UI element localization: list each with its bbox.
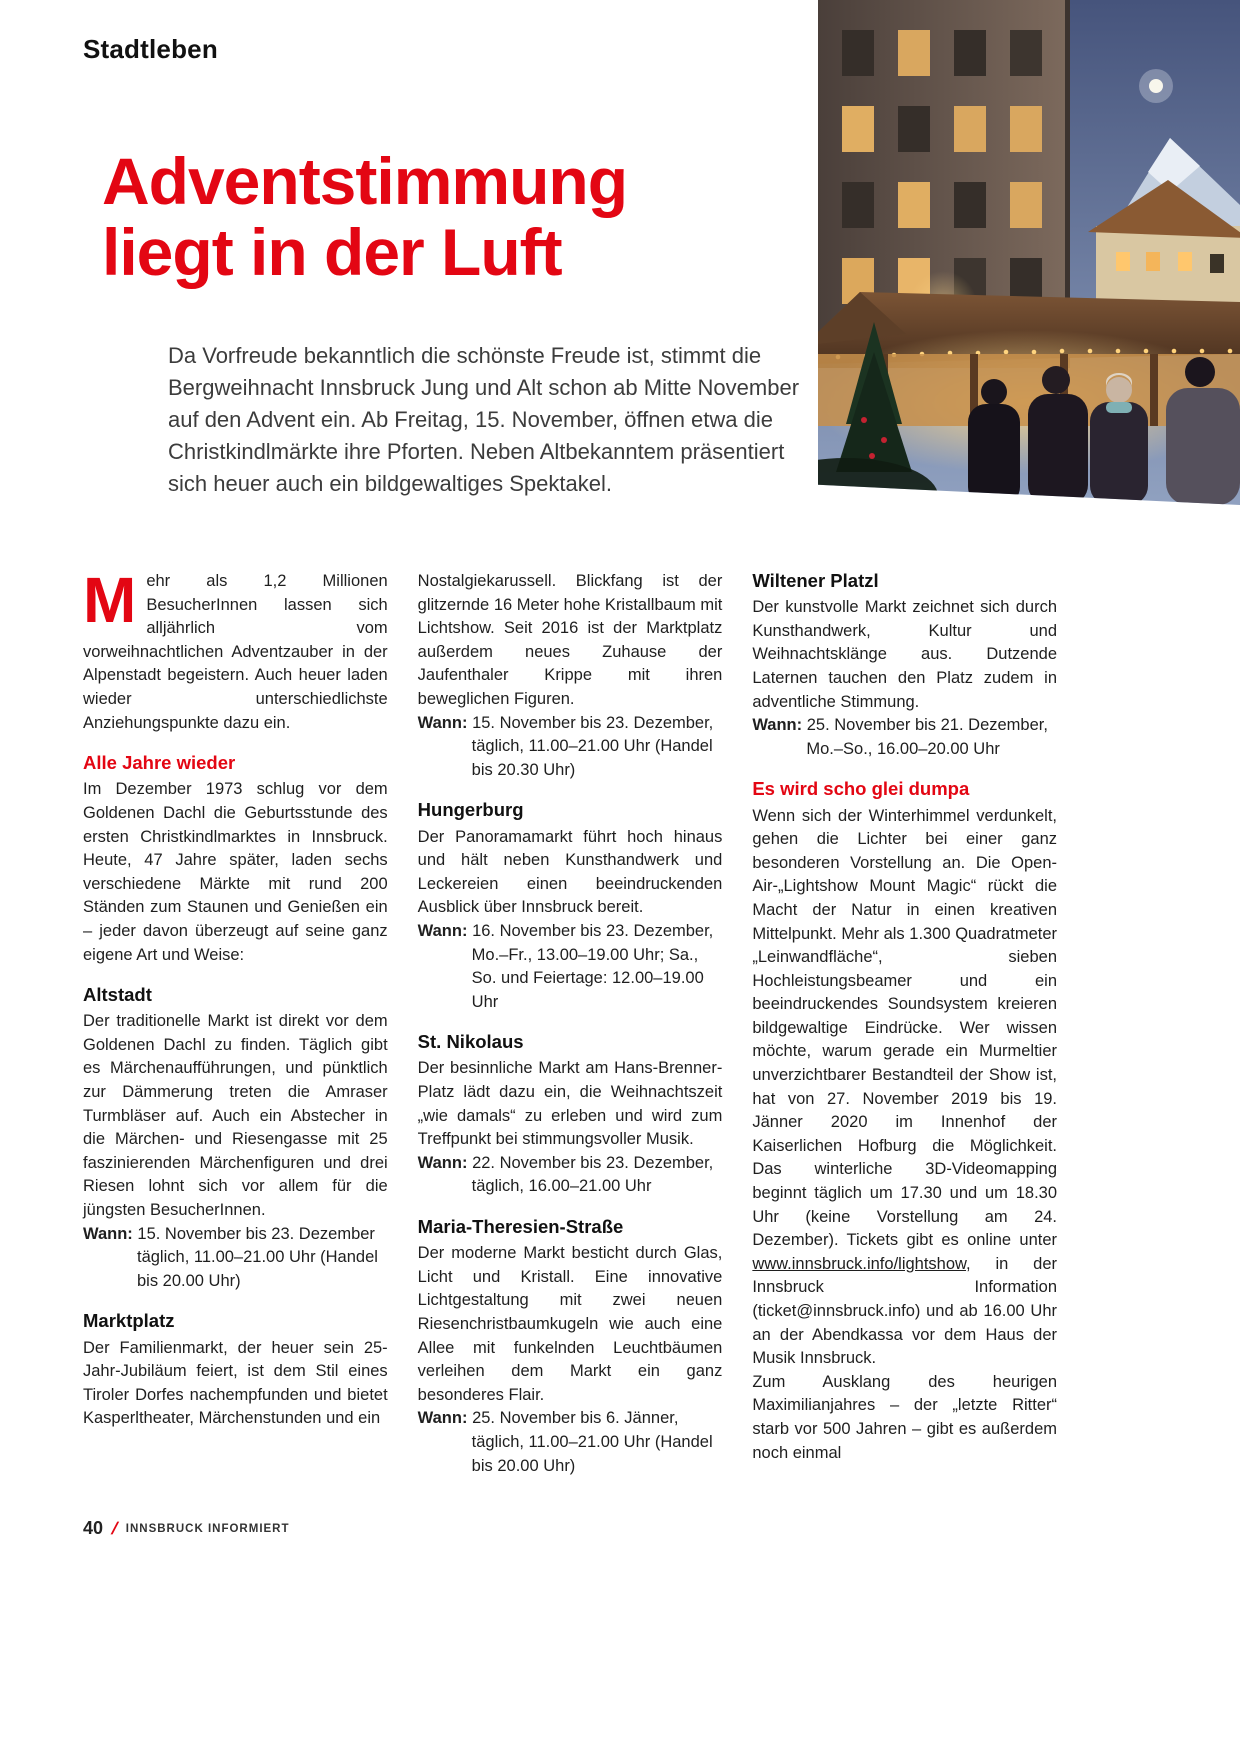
paragraph-hungerburg: Der Panoramamarkt führt hoch hinaus und hält neben Kunsthandwerk und Leckereien einen beeindruckenden Ausblick über Innsbruck bereit.	[417, 827, 723, 917]
footer-divider-icon: /	[110, 1518, 119, 1538]
paragraph-st-nikolaus: Der besinnliche Markt am Hans-Brenner-Platz lädt dazu ein, die Weihnachtszeit „wie damals“ zu erleben und wird zum Treffpunkt bei stimmungsvoller Musik.	[417, 1059, 723, 1149]
page-number: 40	[83, 1518, 104, 1538]
column-1	[83, 564, 388, 1478]
wann-text: 25. November bis 21. Dezember, Mo.–So., 16.00–20.00 Uhr	[806, 716, 1048, 758]
drop-cap: M	[83, 564, 137, 636]
paragraph-maximilianjahr: Zum Ausklang des heurigen Maximilianjahres – der „letzte Ritter“ starb vor 500 Jahren – gibt es außerdem noch einmal	[752, 1372, 1058, 1462]
paragraph-wiltener-platzl: Der kunstvolle Markt zeichnet sich durch Kunsthandwerk, Kultur und Weihnachtsklänge aus. Dutzende Laternen tauchen den Platz zudem in adventliche Stimmung.	[752, 598, 1058, 711]
column-2	[418, 570, 723, 1478]
magazine-name: INNSBRUCK INFORMIERT	[125, 1522, 290, 1535]
headline-line-2: liegt in der Luft	[102, 214, 562, 289]
intro-paragraph	[83, 564, 388, 735]
column-3	[752, 570, 1057, 1478]
heading-maria-theresien-strasse: Maria-Theresien-Straße	[417, 1216, 624, 1238]
article-body	[83, 564, 1058, 1478]
paragraph-lightshow	[752, 805, 1057, 1371]
wann-label: Wann:	[417, 1409, 468, 1428]
wann-label: Wann:	[417, 713, 468, 732]
wann-label: Wann:	[752, 716, 803, 735]
heading-hungerburg: Hungerburg	[417, 799, 524, 821]
heading-marktplatz: Marktplatz	[83, 1310, 175, 1332]
lightshow-link[interactable]: www.innsbruck.info/lightshow	[752, 1254, 967, 1273]
wann-text: 22. November bis 23. Dezember, täglich, 16.00–21.00 Uhr	[471, 1153, 714, 1196]
heading-alle-jahre-wieder: Alle Jahre wieder	[83, 752, 236, 774]
wann-text: 15. November bis 23. Dezember, täglich, 11.00–21.00 Uhr (Handel bis 20.30 Uhr)	[471, 713, 714, 779]
heading-altstadt: Altstadt	[83, 984, 152, 1006]
wann-st-nikolaus	[418, 1152, 723, 1199]
wann-maria-theresien-strasse	[418, 1407, 723, 1478]
heading-wiltener-platzl: Wiltener Platzl	[752, 570, 879, 591]
wann-text: 15. November bis 23. Dezember täglich, 11.00–21.00 Uhr (Handel bis 20.00 Uhr)	[137, 1224, 378, 1290]
paragraph-maria-theresien-strasse: Der moderne Markt besticht durch Glas, Licht und Kristall. Eine innovative Lichtgestaltung mit zwei neuen Riesenchristbaumkugeln wie auch eine Allee mit funkelnden Leuchtbäumen verleihen dem Markt ein ganz besonderes Flair.	[417, 1244, 723, 1404]
intro-text: ehr als 1,2 Millionen BesucherInnen lassen sich alljährlich vom vorweihnachtlichen Adventzauber in der Alpenstadt begeistern. Auch heuer laden wieder unterschiedlichste Anziehungspunkte dazu ein.	[83, 572, 388, 732]
wann-text: 25. November bis 6. Jänner, täglich, 11.00–21.00 Uhr (Handel bis 20.00 Uhr)	[471, 1409, 713, 1475]
christmas-market-photo	[818, 0, 1240, 505]
wann-altstadt	[83, 1223, 388, 1294]
wann-text: 16. November bis 23. Dezember, Mo.–Fr., 13.00–19.00 Uhr; Sa., So. und Feiertage: 12.00–19.00 Uhr	[471, 921, 714, 1011]
paragraph-marktplatz-part2: Nostalgiekarussell. Blickfang ist der glitzernde 16 Meter hohe Kristallbaum mit Lichtshow. Seit 2016 ist der Marktplatz außerdem neues Zuhause der Jaufenthaler Krippe mit ihren beweglichen Figuren.	[417, 572, 723, 708]
heading-st-nikolaus: St. Nikolaus	[417, 1031, 524, 1053]
paragraph-marktplatz-part1: Der Familienmarkt, der heuer sein 25-Jahr-Jubiläum feiert, ist dem Stil eines Tiroler Dorfes nachempfunden und bietet Kasperltheater, Märchenstunden und ein	[83, 1338, 388, 1428]
lightshow-text-after-link: , in der Innsbruck Information (ticket@innsbruck.info) und ab 16.00 Uhr an der Abendkassa vor dem Haus der Musik Innsbruck.	[752, 1254, 1058, 1368]
wann-wiltener-platzl	[752, 714, 1057, 761]
page-footer	[83, 1518, 290, 1539]
wann-marktplatz	[418, 712, 723, 783]
wann-label: Wann:	[417, 921, 468, 940]
heading-es-wird-scho-glei-dumpa: Es wird scho glei dumpa	[752, 778, 970, 800]
wann-hungerburg	[418, 920, 723, 1014]
wann-label: Wann:	[83, 1224, 133, 1243]
article-headline	[102, 146, 627, 287]
section-kicker: Stadtleben	[83, 34, 218, 64]
paragraph-altstadt: Der traditionelle Markt ist direkt vor dem Goldenen Dachl zu finden. Täglich gibt es Märchenaufführungen, und pünktlich zur Dämmerung treten die Amraser Turmbläser auf. Auch ein Abstecher in die Märchen- und Riesengasse mit 25 faszinierenden Märchenfiguren und drei Riesen lohnt sich vor allem für die jüngsten BesucherInnen.	[83, 1012, 388, 1220]
paragraph-alle-jahre-wieder: Im Dezember 1973 schlug vor dem Goldenen Dachl die Geburtsstunde des ersten Christkindlmarktes in Innsbruck. Heute, 47 Jahre später, laden sechs verschiedene Märkte mit rund 200 Ständen zum Staunen und Genießen ein – jeder davon überzeugt auf seine ganz eigene Art und Weise:	[83, 780, 388, 964]
article-lead: Da Vorfreude bekanntlich die schönste Freude ist, stimmt die Bergweihnacht Innsbruck Jung und Alt schon ab Mitte November auf den Advent ein. Ab Freitag, 15. November, öffnen etwa die Christkindlmärkte ihre Pforten. Neben Altbekanntem präsentiert sich heuer auch ein bildgewaltiges Spektakel.	[168, 343, 800, 497]
lightshow-text-before-link: Wenn sich der Winterhimmel verdunkelt, gehen die Lichter bei einer ganz besonderen Vorstellung an. Die Open-Air-„Lightshow Mount Magic“ rückt die Macht der Natur in einen kreativen Mittelpunkt. Mehr als 1.300 Quadratmeter „Leinwandfläche“, sieben Hochleistungsbeamer und ein beeindruckendes Soundsystem kreieren bildgewaltige Eindrücke. Wer wissen möchte, warum gerade ein Murmeltier unverzichtbarer Bestandteil der Show ist, hat von 27. November 2019 bis 19. Jänner 2020 im Innenhof der Kaiserlichen Hofburg die Möglichkeit. Das winterliche 3D-Videomapping beginnt täglich um 17.30 und um 18.30 Uhr (keine Vorstellung am 24. Dezember). Tickets gibt es online unter	[752, 806, 1058, 1250]
wann-label: Wann:	[417, 1153, 468, 1172]
headline-line-1: Adventstimmung	[102, 144, 628, 218]
photo-illustration	[818, 0, 1240, 505]
